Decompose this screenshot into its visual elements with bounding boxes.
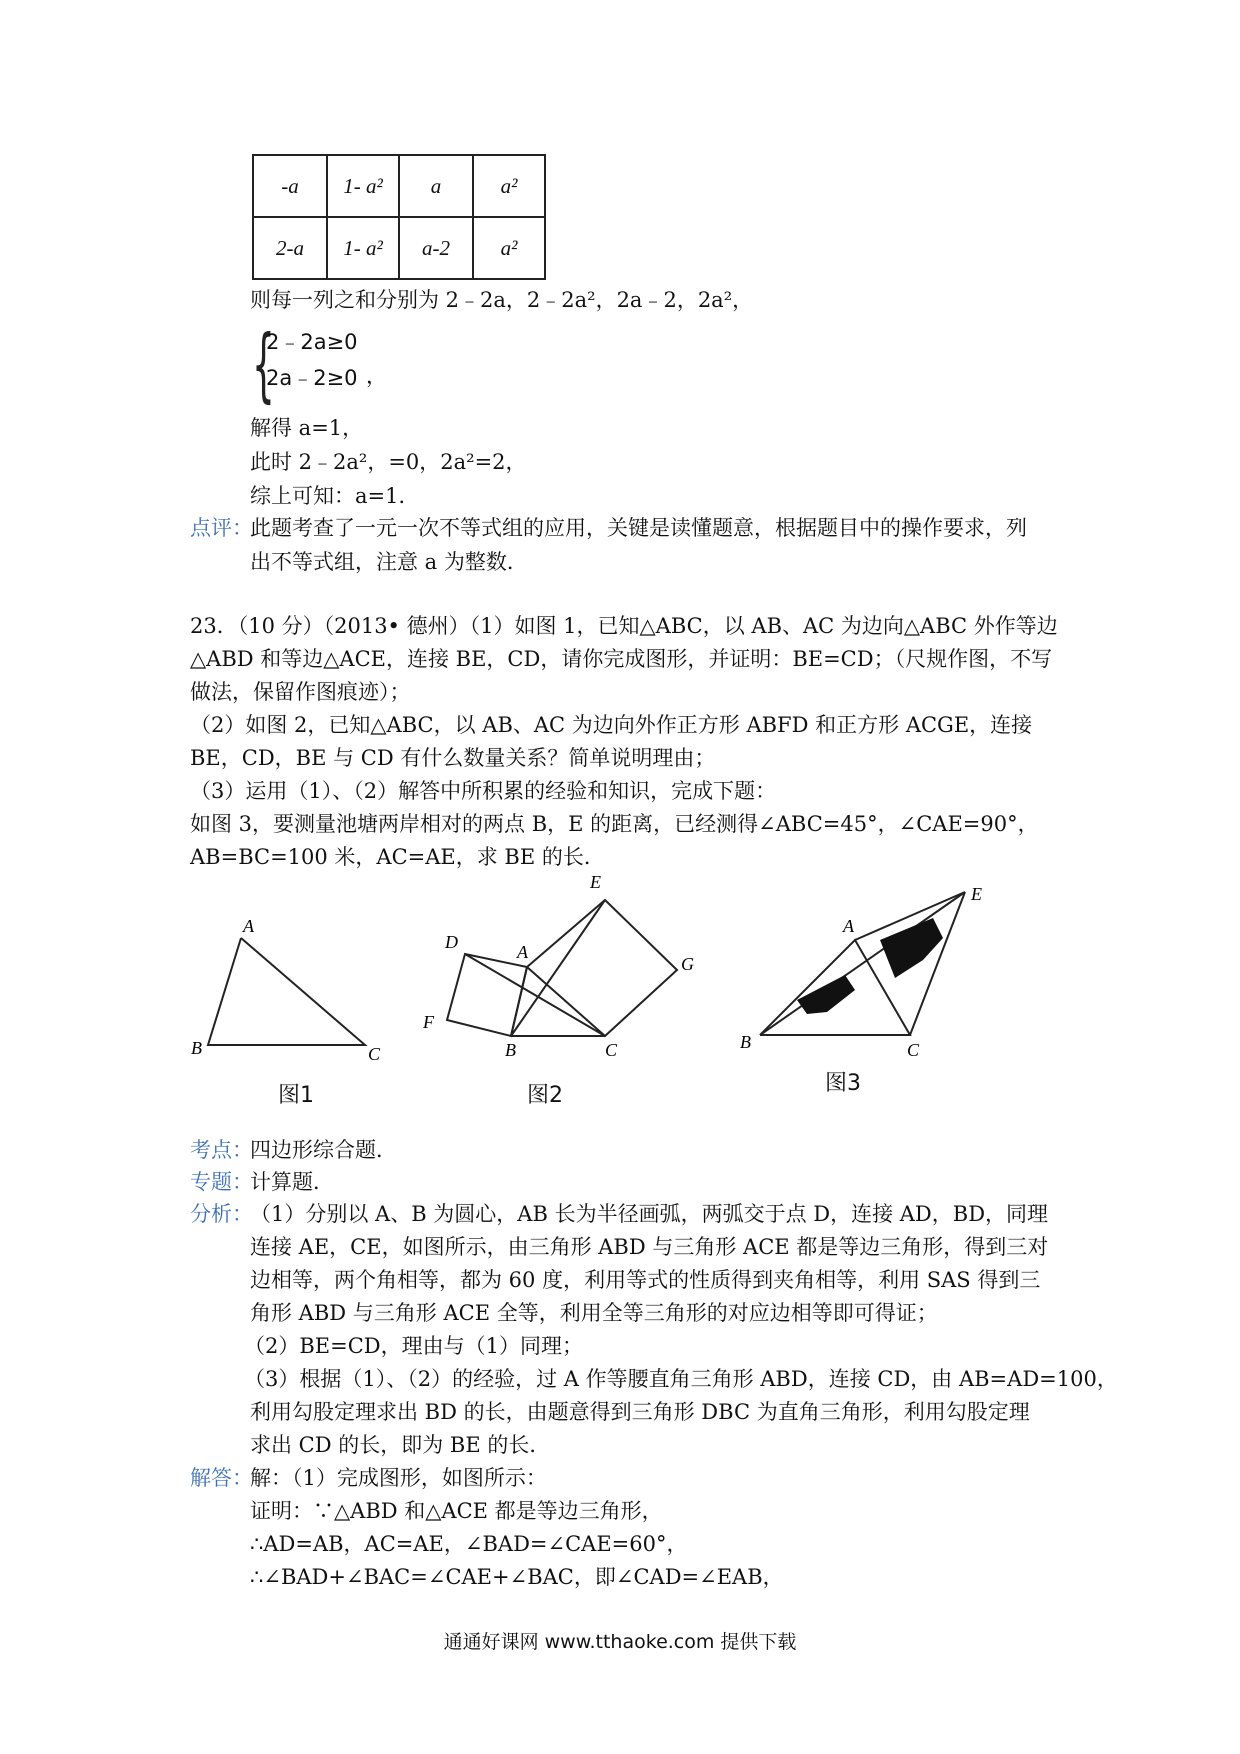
figure-1-diagram — [185, 910, 395, 1060]
table-cell: a² — [473, 155, 545, 217]
analysis-line-5: （2）BE=CD，理由与（1）同理； — [244, 1334, 583, 1358]
fig2-label-c: C — [605, 1040, 618, 1060]
fig2-label-d: D — [445, 932, 458, 952]
fig3-label-c: C — [907, 1040, 920, 1060]
fig1-label-c: C — [368, 1044, 381, 1060]
solve-text: 解得 a=1， — [250, 416, 364, 440]
pond-block-1 — [797, 975, 855, 1014]
question-line-3: 做法，保留作图痕迹）； — [190, 680, 411, 704]
column-sum-text: 则每一列之和分别为 2﹣2a，2﹣2a²，2a﹣2，2a²， — [250, 288, 754, 312]
question-line-6: （3）运用（1）、（2）解答中所积累的经验和知识，完成下题： — [190, 779, 777, 803]
fig2-label-f: F — [423, 1012, 434, 1032]
inequality-2: 2a﹣2≥0 — [266, 366, 358, 390]
table-cell: 1- a² — [327, 217, 399, 279]
fig3-label-a: A — [843, 916, 854, 936]
fig3-label-e: E — [971, 884, 982, 904]
figure-2-caption: 图2 — [527, 1083, 563, 1108]
inequality-1: 2﹣2a≥0 — [266, 330, 358, 354]
figure-3-caption: 图3 — [825, 1071, 861, 1096]
pond-block-2 — [880, 918, 943, 978]
fig2-label-e: E — [590, 872, 601, 892]
fenxi-label: 分析： — [190, 1202, 253, 1226]
table-cell: a-2 — [399, 217, 473, 279]
fig2-label-a: A — [517, 942, 528, 962]
inequality-comma: ， — [366, 364, 387, 388]
solution-line-4: ∴∠BAD+∠BAC=∠CAE+∠BAC，即∠CAD=∠EAB， — [250, 1565, 784, 1589]
table-cell: a² — [473, 217, 545, 279]
zhuanti-label: 专题： — [190, 1170, 253, 1194]
question-line-2: △ABD 和等边△ACE，连接 BE，CD，请你完成图形，并证明：BE=CD；（尺规作图，不写 — [190, 647, 1053, 671]
table-cell: a — [399, 155, 473, 217]
solution-line-3: ∴AD=AB，AC=AE，∠BAD=∠CAE=60°， — [250, 1532, 688, 1556]
jieda-label: 解答： — [190, 1466, 253, 1490]
analysis-line-1: （1）分别以 A、B 为圆心，AB 长为半径画弧，两弧交于点 D，连接 AD，BD，同理 — [250, 1202, 1049, 1226]
table-cell: 1- a² — [327, 155, 399, 217]
fig3-label-b: B — [740, 1032, 751, 1052]
analysis-line-8: 求出 CD 的长，即为 BE 的长． — [250, 1433, 551, 1457]
page-footer: 通通好课网 www.tthaoke.com 提供下载 — [443, 1631, 797, 1653]
table-row — [253, 217, 545, 279]
figure-2-diagram — [405, 870, 725, 1070]
then-text: 此时 2﹣2a²，=0，2a²=2， — [250, 450, 527, 474]
question-line-8: AB=BC=100 米，AC=AE，求 BE 的长． — [190, 845, 605, 869]
analysis-line-3: 边相等，两个角相等，都为 60 度，利用等式的性质得到夹角相等，利用 SAS 得到三 — [250, 1268, 1041, 1292]
analysis-line-2: 连接 AE，CE，如图所示，由三角形 ABD 与三角形 ACE 都是等边三角形，得到三对 — [250, 1235, 1049, 1259]
comment-label: 点评： — [190, 516, 253, 540]
table-cell: -a — [253, 155, 327, 217]
values-table — [252, 154, 546, 280]
analysis-line-6: （3）根据（1）、（2）的经验，过 A 作等腰直角三角形 ABD，连接 CD，由 AB=AD=100， — [244, 1367, 1118, 1391]
table-cell: 2-a — [253, 217, 327, 279]
question-line-5: BE，CD，BE 与 CD 有什么数量关系？简单说明理由； — [190, 746, 716, 770]
table-row — [253, 155, 545, 217]
fig1-label-a: A — [243, 916, 254, 936]
kaodian-text: 四边形综合题． — [250, 1138, 397, 1162]
analysis-line-4: 角形 ABD 与三角形 ACE 全等，利用全等三角形的对应边相等即可得证； — [250, 1301, 938, 1325]
question-line-1: 23．（10 分）（2013• 德州）（1）如图 1，已知△ABC，以 AB、AC 为边向△ABC 外作等边 — [190, 614, 1058, 638]
question-line-7: 如图 3，要测量池塘两岸相对的两点 B，E 的距离，已经测得∠ABC=45°，∠CAE=90°， — [190, 812, 1039, 836]
zhuanti-text: 计算题． — [250, 1170, 334, 1194]
brace-symbol: { — [252, 318, 275, 411]
fig1-label-b: B — [191, 1038, 202, 1058]
solution-line-2: 证明：∵△ABD 和△ACE 都是等边三角形， — [250, 1499, 663, 1523]
solution-line-1: 解：（1）完成图形，如图所示： — [250, 1466, 547, 1490]
fig2-label-b: B — [505, 1040, 516, 1060]
conclude-text: 综上可知：a=1． — [250, 484, 420, 508]
analysis-line-7: 利用勾股定理求出 BD 的长，由题意得到三角形 DBC 为直角三角形，利用勾股定理 — [250, 1400, 1030, 1424]
kaodian-label: 考点： — [190, 1138, 253, 1162]
comment-line-2: 出不等式组，注意 a 为整数． — [250, 550, 528, 574]
figure-3-diagram — [735, 880, 995, 1060]
figure-1-caption: 图1 — [278, 1083, 314, 1108]
question-line-4: （2）如图 2，已知△ABC，以 AB、AC 为边向外作正方形 ABFD 和正方形 ACGE，连接 — [190, 713, 1033, 737]
fig2-label-g: G — [681, 954, 694, 974]
comment-line-1: 此题考查了一元一次不等式组的应用，关键是读懂题意，根据题目中的操作要求，列 — [250, 516, 1027, 540]
